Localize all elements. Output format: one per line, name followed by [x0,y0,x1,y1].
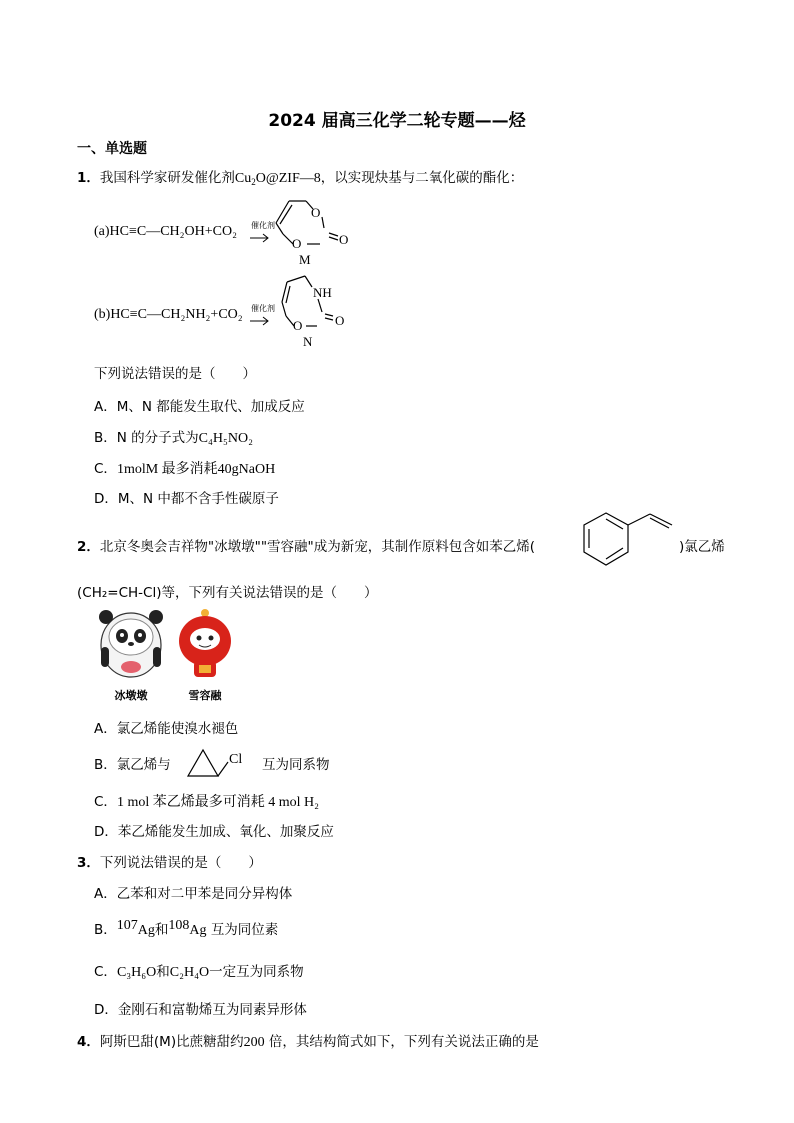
section-heading: 一、单选题 [77,141,147,157]
question-1-option-c: C．1molM 最多消耗40gNaOH [94,461,276,477]
mascot-images [95,605,235,707]
bing-dwen-dwen-image [99,610,163,702]
reaction-b-arrow [250,303,275,325]
molecule-m-label: M [299,252,311,267]
atom-o: O [311,205,321,220]
catalyst-formula: $Cu_2O@ZIF—8$ [234,171,321,187]
question-1-option-b: B．N 的分子式为C₄H₅NO₂ [94,430,253,446]
question-1-option-d: D．M、N 中都不含手性碳原子 [94,491,279,507]
svg-text:催化剂: 催化剂 [251,221,275,230]
question-3-stem: 3．下列说法错误的是（ ） [77,855,262,871]
atom-o: O [292,236,302,251]
question-2-stem: 2．北京冬奥会吉祥物"冰墩墩""雪容融"成为新宠，其制作原料包含如苯乙烯( [77,539,536,555]
svg-text:雪容融: 雪容融 [188,689,222,702]
atom-o: O [335,313,345,328]
svg-text:催化剂: 催化剂 [251,304,275,313]
atom-nh: NH [313,285,332,300]
question-3-option-b: B．$^{107}$Ag和$^{108}$Ag 互为同位素 [94,918,279,938]
question-1-prompt: 下列说法错误的是（ ） [94,366,256,382]
question-number: 3． [77,855,100,871]
reaction-schemes [0,0,794,360]
chlorine-label: Cl [229,752,243,767]
atom-o: O [293,318,303,333]
chlorocyclopropane-structure [184,744,254,780]
question-3-option-a: A．乙苯和对二甲苯是同分异构体 [94,886,293,902]
svg-text:冰墩墩: 冰墩墩 [114,689,148,702]
question-1-stem: 1．我国科学家研发催化剂$Cu_2O@ZIF—8$，以实现炔基与二氧化碳的酯化： [77,170,524,187]
question-2-option-a: A．氯乙烯能使溴水褪色 [94,721,239,737]
question-3-option-c: C．C₃H₆O和C₂H₄O一定互为同系物 [94,964,304,980]
shuey-rhon-rhon-image [179,609,231,702]
question-2-stem-end: )氯乙烯 [679,539,725,555]
molecule-n-structure [282,276,333,326]
question-2-option-c: C．1 mol 苯乙烯最多可消耗 4 mol H₂ [94,794,319,810]
molecule-m-structure [276,201,338,244]
page-title: 2024 届高三化学二轮专题——烃 [268,111,526,131]
question-2-option-d: D．苯乙烯能发生加成、氧化、加聚反应 [94,824,334,840]
question-3-option-d: D．金刚石和富勒烯互为同素异形体 [94,1002,307,1018]
question-2-stem-line2: (CH₂=CH-Cl)等，下列有关说法错误的是（ ） [77,585,378,601]
reaction-b-reactants: (b)HC≡C—CH₂NH₂+CO₂ [94,307,243,322]
question-number: 1． [77,170,100,186]
question-2-option-b: B．氯乙烯与 [94,757,171,773]
reaction-a-reactants: (a)HC≡C—CH₂OH+CO₂ [94,224,237,239]
styrene-structure [570,510,680,576]
question-2-option-b-end: 互为同系物 [262,757,330,773]
question-number: 2． [77,539,100,555]
reaction-a-arrow [250,220,275,242]
question-number: 4． [77,1034,100,1050]
question-4-stem: 4．阿斯巴甜(M)比蔗糖甜约200 倍，其结构简式如下，下列有关说法正确的是 [77,1034,539,1050]
question-1-option-a: A．M、N 都能发生取代、加成反应 [94,399,305,415]
molecule-n-label: N [303,334,313,349]
atom-o: O [339,232,349,247]
